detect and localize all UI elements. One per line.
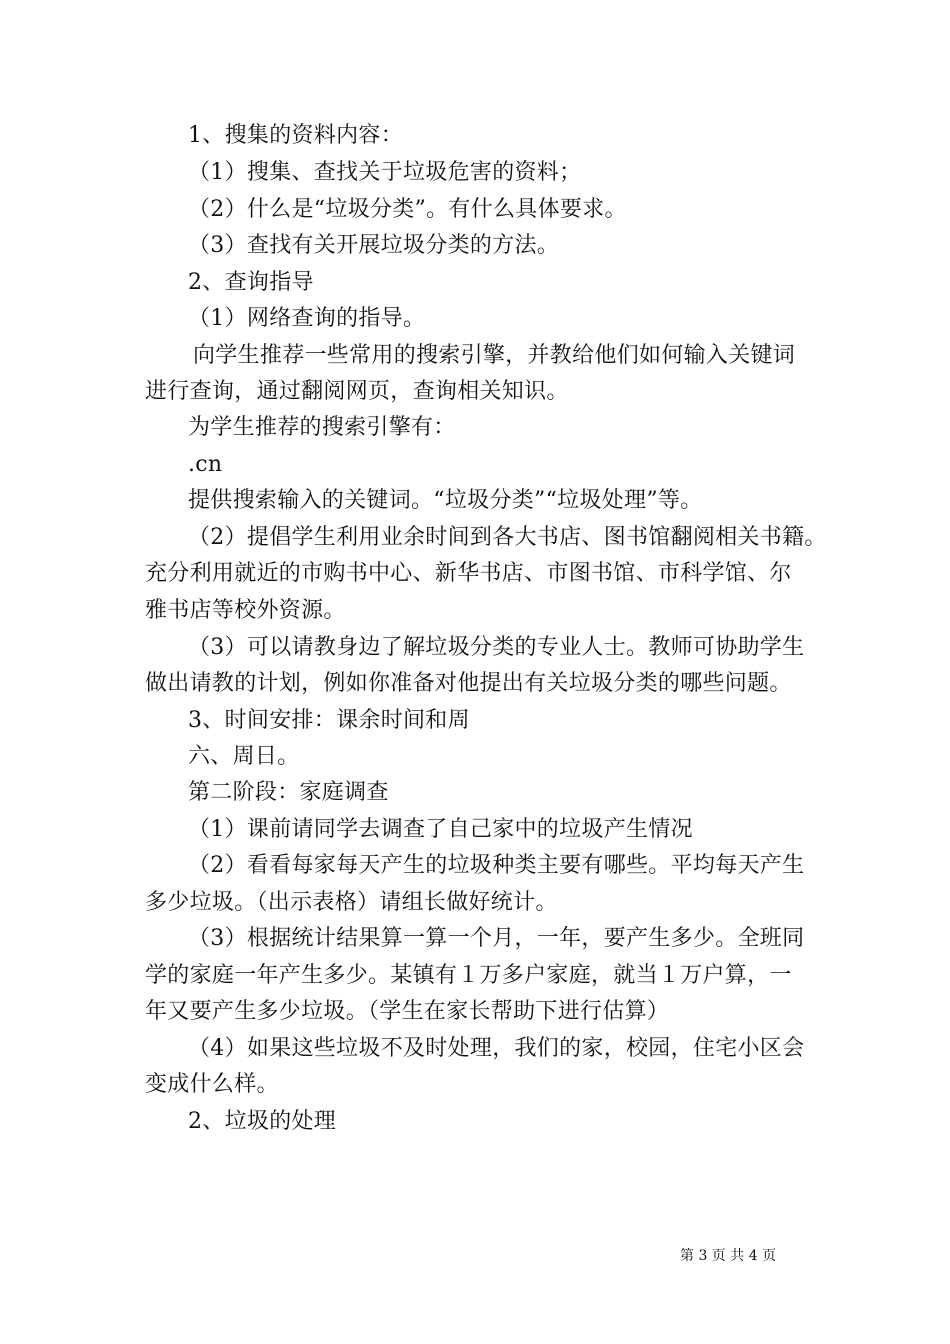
text-line: （2）看看每家每天产生的垃圾种类主要有哪些。平均每天产生 [188,853,805,878]
text-line: 2、查询指导 [188,270,314,295]
text-line: 提供搜索输入的关键词。“垃圾分类”“垃圾处理”等。 [188,488,703,513]
text-line: （4）如果这些垃圾不及时处理，我们的家，校园，住宅小区会 [188,1036,805,1061]
text-line: 做出请教的计划，例如你准备对他提出有关垃圾分类的哪些问题。 [145,671,792,696]
text-line: 进行查询，通过翻阅网页，查询相关知识。 [145,379,569,404]
text-line: 多少垃圾。（出示表格）请组长做好统计。 [145,890,558,915]
text-line: 向学生推荐一些常用的搜索引擎，并教给他们如何输入关键词 [193,343,796,368]
page-number: 第 3 页 共 4 页 [680,1248,777,1264]
text-line: 雅书店等校外资源。 [145,598,346,623]
text-line: 充分利用就近的市购书中心、新华书店、市图书馆、市科学馆、尔 [145,561,792,586]
text-line: （3）根据统计结果算一算一个月，一年，要产生多少。全班同 [188,926,805,951]
text-line: （1）网络查询的指导。 [188,306,426,331]
text-line: （3）可以请教身边了解垃圾分类的专业人士。教师可协助学生 [188,635,805,660]
text-line: 1、搜集的资料内容： [188,123,403,148]
text-line: 2、垃圾的处理 [188,1109,337,1134]
text-line: .cn [188,452,223,477]
text-line: 3、时间安排：课余时间和周 [188,708,470,733]
text-line: 变成什么样。 [145,1072,279,1097]
text-line: （1）课前请同学去调查了自己家中的垃圾产生情况 [188,817,693,842]
text-line: 六、周日。 [188,744,300,769]
text-line: （3）查找有关开展垃圾分类的方法。 [188,233,560,258]
text-line: （2）什么是“垃圾分类”。有什么具体要求。 [188,197,627,222]
text-line: 为学生推荐的搜索引擎有： [188,415,456,440]
text-line: 年又要产生多少垃圾。（学生在家长帮助下进行估算） [145,999,670,1024]
text-line: 第二阶段：家庭调查 [188,780,389,805]
text-line: （1）搜集、查找关于垃圾危害的资料； [188,160,582,185]
text-line: （2）提倡学生利用业余时间到各大书店、图书馆翻阅相关书籍。 [188,525,827,550]
text-line: 学的家庭一年产生多少。某镇有１万多户家庭，就当１万户算，一 [145,963,792,988]
